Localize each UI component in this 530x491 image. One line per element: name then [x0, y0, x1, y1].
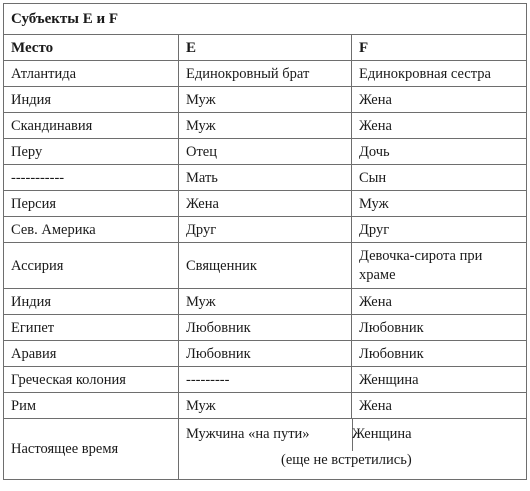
- table-row: [4, 217, 527, 243]
- header-f: F: [352, 35, 527, 61]
- cell-e: Муж: [179, 87, 352, 113]
- cell-place: Персия: [4, 191, 179, 217]
- cell-note: (еще не встретились): [281, 452, 412, 468]
- cell-e: Муж: [179, 289, 352, 315]
- cell-f: Дочь: [352, 139, 527, 165]
- cell-f: Любовник: [352, 341, 527, 367]
- table-row: [4, 393, 527, 419]
- cell-f: Жена: [352, 87, 527, 113]
- table-row: [4, 165, 527, 191]
- cell-f: Единокровная сестра: [352, 61, 527, 87]
- cell-e: Отец: [179, 139, 352, 165]
- header-place: Место: [4, 35, 179, 61]
- cell-place: Египет: [4, 315, 179, 341]
- cell-e: Единокровный брат: [179, 61, 352, 87]
- table-row: [4, 419, 527, 480]
- table-row: [4, 191, 527, 217]
- cell-e: Мужчина «на пути»: [186, 426, 310, 442]
- table-row: [4, 87, 527, 113]
- cell-f: Женщина: [352, 367, 527, 393]
- cell-f: Женщина: [352, 426, 412, 442]
- cell-e: ---------: [179, 367, 352, 393]
- cell-place: Ассирия: [4, 243, 179, 289]
- cell-e: Любовник: [179, 315, 352, 341]
- table-row: [4, 315, 527, 341]
- table-row: [4, 139, 527, 165]
- cell-f: Сын: [352, 165, 527, 191]
- cell-place: Индия: [4, 289, 179, 315]
- cell-place: Аравия: [4, 341, 179, 367]
- cell-f: Жена: [352, 289, 527, 315]
- cell-e: Муж: [179, 393, 352, 419]
- table-row: [4, 289, 527, 315]
- cell-place: Скандинавия: [4, 113, 179, 139]
- subjects-table: [3, 3, 527, 480]
- table-row: [4, 243, 527, 289]
- cell-place: -----------: [4, 165, 179, 191]
- cell-f: Друг: [352, 217, 527, 243]
- cell-f: Жена: [352, 113, 527, 139]
- cell-e: Мать: [179, 165, 352, 191]
- cell-f: Муж: [352, 191, 527, 217]
- table-row: [4, 61, 527, 87]
- cell-f: Любовник: [352, 315, 527, 341]
- cell-e: Друг: [179, 217, 352, 243]
- cell-e: Священник: [179, 243, 352, 289]
- cell-place: Перу: [4, 139, 179, 165]
- cell-e: Муж: [179, 113, 352, 139]
- cell-place: Рим: [4, 393, 179, 419]
- cell-f: Жена: [352, 393, 527, 419]
- table-row: [4, 113, 527, 139]
- table-row: [4, 341, 527, 367]
- cell-ef-merged: [179, 419, 527, 480]
- cell-f: Девочка-сирота при храме: [352, 243, 527, 289]
- table-title: Субъекты E и F: [4, 4, 527, 35]
- cell-e: Любовник: [179, 341, 352, 367]
- cell-e: Жена: [179, 191, 352, 217]
- cell-place: Индия: [4, 87, 179, 113]
- cell-place: Сев. Америка: [4, 217, 179, 243]
- cell-place: Греческая колония: [4, 367, 179, 393]
- cell-place: Настоящее время: [4, 419, 179, 480]
- table-row: [4, 367, 527, 393]
- cell-place: Атлантида: [4, 61, 179, 87]
- header-e: E: [179, 35, 352, 61]
